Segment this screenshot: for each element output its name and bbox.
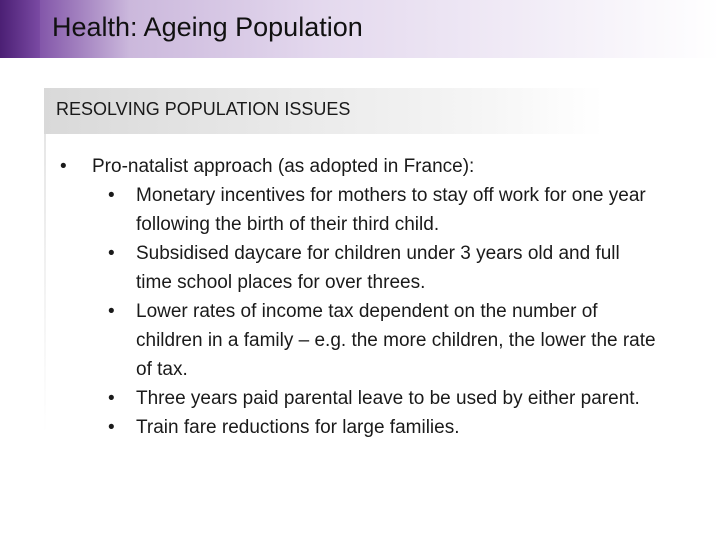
bullet-icon: • bbox=[60, 156, 67, 177]
title-bar bbox=[0, 0, 720, 58]
main-point-text: Pro-natalist approach (as adopted in France): bbox=[92, 156, 475, 177]
list-item bbox=[100, 384, 660, 413]
bullet-icon: • bbox=[108, 301, 115, 322]
list-item bbox=[100, 297, 660, 384]
bullet-icon: • bbox=[108, 185, 115, 206]
title-accent-stripe bbox=[0, 0, 40, 58]
bullet-icon: • bbox=[108, 388, 115, 409]
list-item bbox=[100, 413, 660, 442]
section-heading: RESOLVING POPULATION ISSUES bbox=[56, 99, 351, 119]
bullet-icon: • bbox=[108, 243, 115, 264]
bullet-content bbox=[60, 152, 660, 442]
list-item-main bbox=[60, 152, 660, 442]
sub-point-text: Monetary incentives for mothers to stay off work for one year following the birth of their third child. bbox=[136, 185, 646, 235]
sub-point-text: Train fare reductions for large families. bbox=[136, 417, 460, 438]
list-item bbox=[100, 181, 660, 239]
bullet-list bbox=[60, 152, 660, 442]
sub-point-text: Subsidised daycare for children under 3 years old and full time school places for over threes. bbox=[136, 243, 620, 293]
page-title: Health: Ageing Population bbox=[52, 12, 363, 42]
list-item bbox=[100, 239, 660, 297]
bullet-icon: • bbox=[108, 417, 115, 438]
sub-bullet-list bbox=[100, 181, 660, 442]
sub-point-text: Lower rates of income tax dependent on the number of children in a family – e.g. the more children, the lower the rate of tax. bbox=[136, 301, 656, 380]
sub-point-text: Three years paid parental leave to be used by either parent. bbox=[136, 388, 640, 409]
section-heading-box bbox=[44, 88, 604, 134]
content-left-border bbox=[44, 134, 46, 434]
